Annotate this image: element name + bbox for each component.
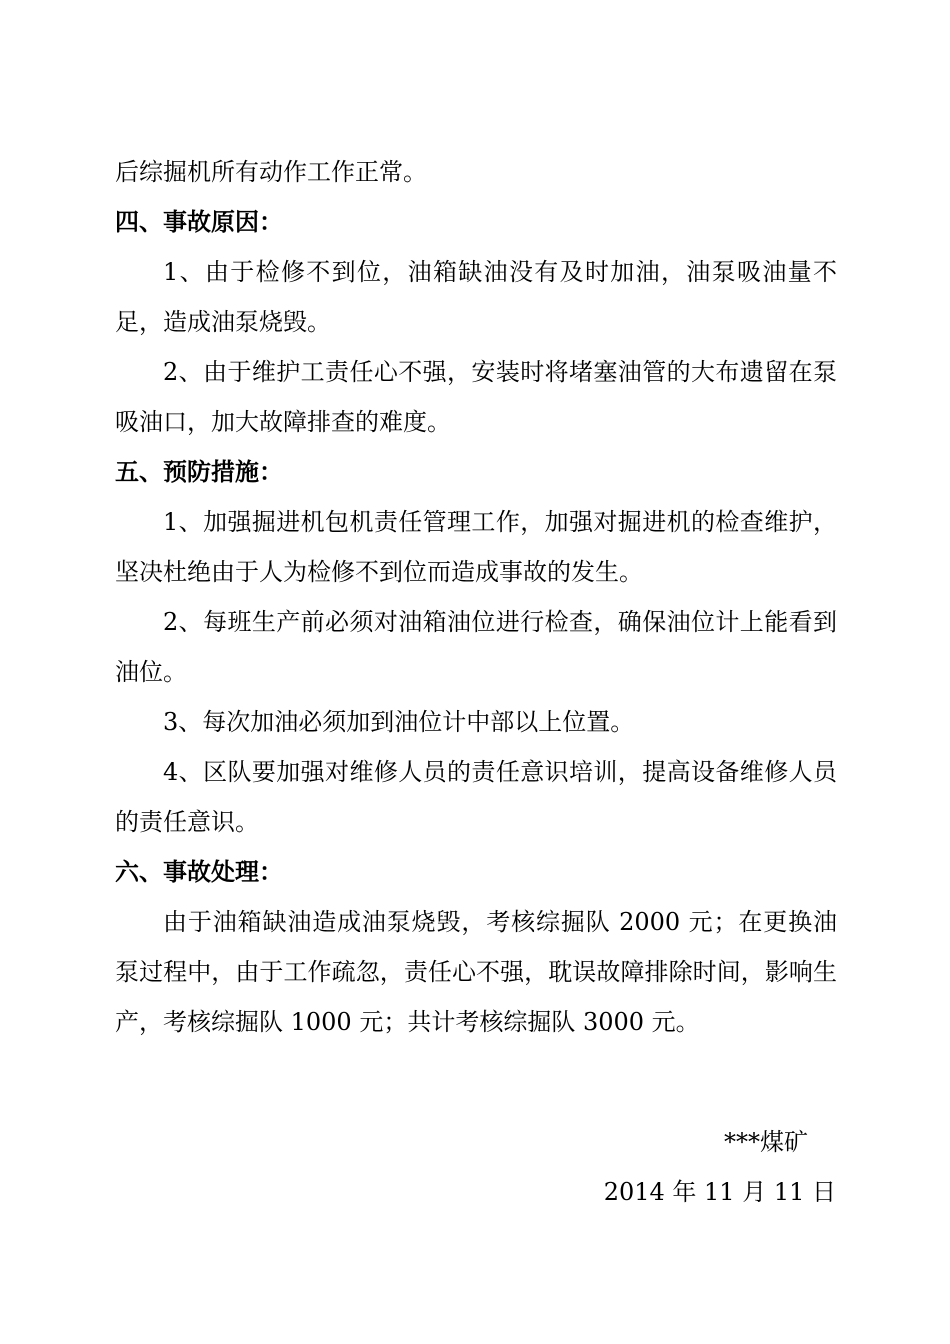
section-heading-cause: 四、事故原因： bbox=[115, 207, 283, 236]
prevention-item-1: 1、加强掘进机包机责任管理工作，加强对掘进机的检查维护，坚决杜绝由于人为检修不到位而造成事故的发生。 bbox=[115, 508, 837, 586]
prevention-item-2: 2、每班生产前必须对油箱油位进行检查，确保油位计上能看到油位。 bbox=[115, 608, 837, 686]
prevention-item-4: 4、区队要加强对维修人员的责任意识培训，提高设备维修人员的责任意识。 bbox=[115, 758, 837, 836]
prevention-item-3: 3、每次加油必须加到油位计中部以上位置。 bbox=[163, 708, 635, 736]
section-heading-handling: 六、事故处理： bbox=[115, 857, 283, 886]
signature-org: ***煤矿 bbox=[724, 1128, 808, 1156]
document-body bbox=[115, 147, 837, 1047]
intro-line: 后综掘机所有动作工作正常。 bbox=[115, 158, 427, 186]
section-heading-prevention: 五、预防措施： bbox=[115, 457, 283, 486]
cause-item-1: 1、由于检修不到位，油箱缺油没有及时加油，油泵吸油量不足，造成油泵烧毁。 bbox=[115, 258, 837, 336]
cause-item-2: 2、由于维护工责任心不强，安装时将堵塞油管的大布遗留在泵吸油口，加大故障排查的难度。 bbox=[115, 358, 837, 436]
handling-item-1: 由于油箱缺油造成油泵烧毁，考核综掘队 2000 元；在更换油泵过程中，由于工作疏忽，责任心不强，耽误故障排除时间，影响生产，考核综掘队 1000 元；共计考核综掘队 3000 元。 bbox=[115, 908, 837, 1036]
signature-date: 2014 年 11 月 11 日 bbox=[603, 1178, 836, 1206]
